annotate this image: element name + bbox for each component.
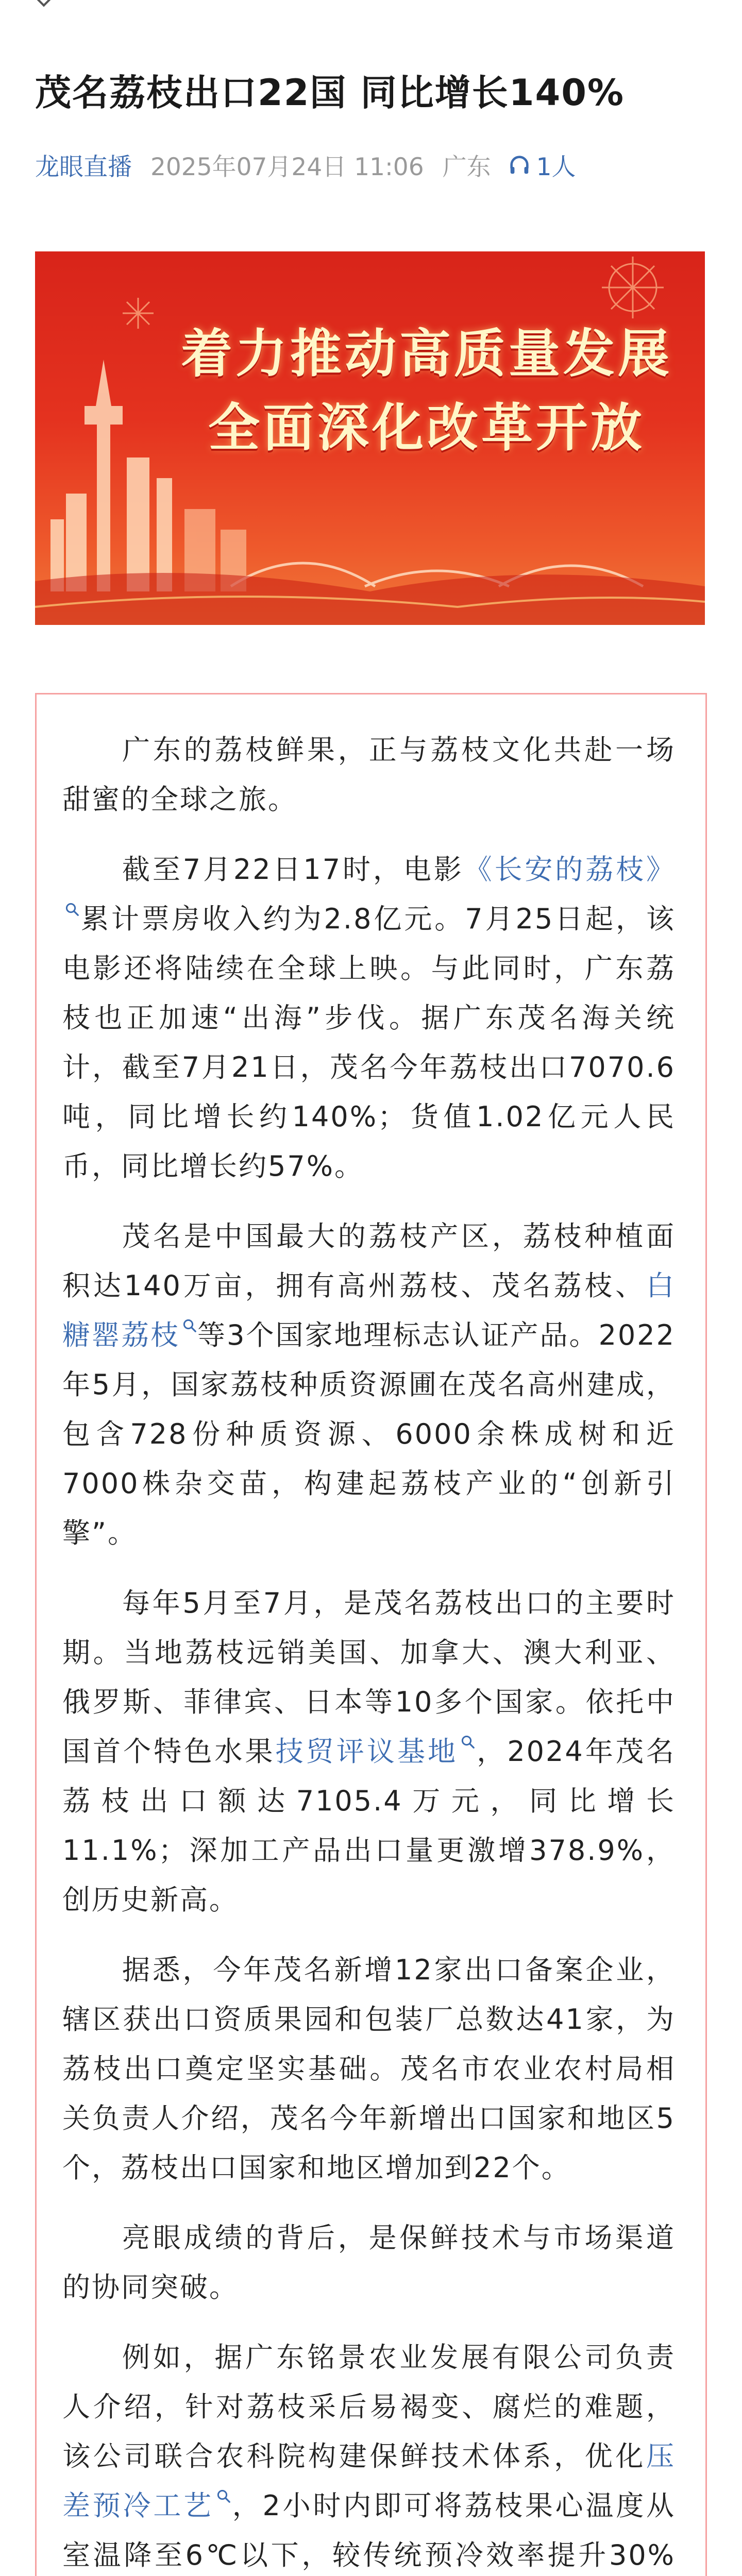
- search-icon[interactable]: [64, 902, 80, 917]
- paragraph-text: 例如，据广东铭景农业发展有限公司负责人介绍，针对荔枝采后易褐变、腐烂的难题，该公司联合农科院构建保鲜技术体系，优化: [62, 2341, 676, 2472]
- article-meta: [35, 149, 576, 180]
- article-body-frame: [35, 693, 707, 2576]
- trade-base-link[interactable]: 技贸评议基地: [275, 1735, 459, 1768]
- paragraph-2: [62, 845, 676, 1191]
- headphones-icon[interactable]: [508, 153, 531, 177]
- paragraph-text: 每年5月至7月，是茂名荔枝出口的主要时期。当地荔枝远销美国、加拿大、澳大利亚、俄罗斯、菲律宾、日本等10多个国家。依托中国首个特色水果: [62, 1587, 676, 1768]
- paragraph-text: 广东的荔枝鲜果，正与荔枝文化共赴一场甜蜜的全球之旅。: [62, 734, 676, 816]
- slogan-banner: [35, 251, 705, 625]
- paragraph-5: [62, 1945, 676, 2193]
- movie-link[interactable]: 《长安的荔枝》: [464, 853, 676, 886]
- paragraph-3: [62, 1212, 676, 1558]
- search-icon[interactable]: [460, 1734, 476, 1750]
- chevron-down-icon[interactable]: [35, 0, 54, 7]
- precooling-link[interactable]: 压差预冷工艺: [62, 2440, 676, 2522]
- source-link[interactable]: 龙眼直播: [35, 152, 132, 181]
- paragraph-text: 茂名是中国最大的荔枝产区，荔枝种植面积达140万亩，拥有高州荔枝、茂名荔枝、: [62, 1220, 676, 1302]
- paragraph-text: ，2小时内即可将荔枝果心温度从室温降至6℃以下，较传统预冷效率提升30%: [62, 2489, 676, 2571]
- slogan-line-2: 全面深化改革开放: [208, 398, 645, 458]
- listener-count[interactable]: 1人: [536, 152, 576, 181]
- lychee-variety-link[interactable]: 白糖罂荔枝: [62, 1269, 676, 1351]
- search-icon[interactable]: [182, 1318, 197, 1333]
- top-strip: [0, 0, 742, 14]
- paragraph-1: [62, 725, 676, 824]
- paragraph-text: 亮眼成绩的背后，是保鲜技术与市场渠道的协同突破。: [62, 2222, 676, 2303]
- paragraph-text: 据悉，今年茂名新增12家出口备案企业，辖区获出口资质果园和包装厂总数达41家，为荔枝出口奠定坚实基础。茂名市农业农村局相关负责人介绍，茂名今年新增出口国家和地区5个，荔枝出口国家和地区增加到22个。: [62, 1954, 676, 2184]
- paragraph-text: 截至7月22日17时，电影: [122, 853, 464, 886]
- paragraph-text: 累计票房收入约为2.8亿元。7月25日起，该电影还将陆续在全球上映。与此同时，广东荔枝也正加速“出海”步伐。据广东茂名海关统计，截至7月21日，茂名今年荔枝出口7070.6吨，同比增长约140%；货值1.02亿元人民币，同比增长约57%。: [62, 903, 676, 1182]
- paragraph-7: [62, 2333, 676, 2576]
- region-label: 广东: [442, 152, 491, 181]
- paragraph-4: [62, 1579, 676, 1925]
- paragraph-text: ，2024年茂名荔枝出口额达7105.4万元，同比增长11.1%；深加工产品出口量更激增378.9%，创历史新高。: [62, 1735, 676, 1916]
- publish-date: 2025年07月24日 11:06: [150, 152, 424, 181]
- paragraph-text: 等3个国家地理标志认证产品。2022年5月，国家荔枝种质资源圃在茂名高州建成，包含728份种质资源、6000余株成树和近7000株杂交苗，构建起荔枝产业的“创新引擎”。: [62, 1319, 676, 1549]
- article-body: [62, 725, 676, 2576]
- article-title: 茂名荔枝出口22国 同比增长140%: [35, 72, 625, 114]
- slogan-line-1: 着力推动高质量发展: [181, 324, 672, 384]
- paragraph-6: [62, 2213, 676, 2312]
- search-icon[interactable]: [216, 2488, 231, 2504]
